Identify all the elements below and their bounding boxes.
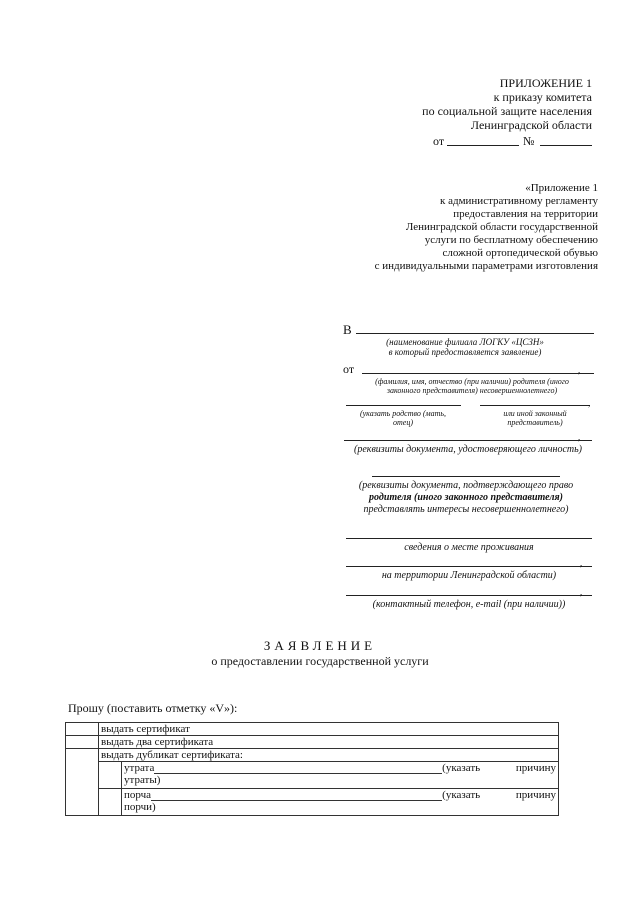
authority-hint-line: (реквизиты документа, подтверждающего право: [358, 480, 574, 491]
branch-hint-line: в который предоставляется заявление): [388, 347, 542, 357]
options-table: [65, 722, 559, 816]
authority-doc-hint: [346, 480, 586, 516]
representative-field[interactable]: [480, 405, 590, 406]
table-row: [66, 762, 559, 789]
damage-tail: порчи): [124, 801, 156, 813]
relation-hint-line: отец): [393, 418, 413, 427]
representative-hint-line: представитель): [507, 418, 563, 427]
regulation-line: сложной ортопедической обувью: [442, 247, 598, 259]
table-row: [66, 789, 559, 816]
contact-field[interactable]: [346, 595, 592, 596]
identity-doc-hint: (реквизиты документа, удостоверяющего личность): [354, 444, 582, 455]
table-row: [66, 723, 559, 736]
branch-hint: [345, 337, 585, 357]
comma: ,: [580, 558, 583, 568]
loss-reason-field[interactable]: [154, 763, 442, 774]
regulation-title: «Приложение 1: [525, 182, 598, 194]
authority-hint-line: родителя (иного законного представителя): [369, 492, 563, 503]
identity-doc-field[interactable]: [344, 440, 592, 441]
authority-hint-line: представлять интересы несовершеннолетнего): [363, 504, 569, 515]
relation-hint-line: (указать родство (мать,: [359, 409, 447, 418]
table-row: [66, 749, 559, 762]
regulation-line: предоставления на территории: [453, 208, 598, 220]
from-label: от: [343, 362, 355, 376]
contact-hint: (контактный телефон, e-mail (при наличии)): [372, 599, 566, 610]
residence-field-2[interactable]: [346, 566, 592, 567]
option-issue-two: выдать два сертификата: [99, 736, 559, 749]
checkbox-issue-two[interactable]: [66, 736, 99, 749]
relation-hint: [348, 409, 458, 427]
order-date-field[interactable]: [447, 145, 519, 146]
damage-reason-field[interactable]: [151, 790, 442, 801]
loss-reason-hint: (указать причину: [442, 762, 556, 774]
residence-hint: сведения о месте проживания: [404, 542, 534, 553]
comma: ,: [580, 587, 583, 597]
damage-reason-hint: (указать причину: [442, 789, 556, 801]
order-date-label: от: [433, 134, 445, 148]
residence-field[interactable]: [346, 538, 592, 539]
checkbox-loss[interactable]: [99, 762, 122, 789]
appendix-title: ПРИЛОЖЕНИЕ 1: [499, 76, 592, 90]
damage-line: [124, 789, 556, 801]
applicant-name-field[interactable]: [362, 373, 594, 374]
checkbox-duplicate[interactable]: [66, 749, 99, 816]
document-subtitle: о предоставлении государственной услуги: [211, 654, 429, 668]
applicant-hint-line: законного представителя) несовершеннолетнего): [386, 386, 558, 395]
representative-hint-line: или иной законный: [503, 409, 567, 418]
damage-label: порча: [124, 789, 152, 801]
comma: ,: [588, 398, 591, 408]
comma: ,: [578, 365, 581, 375]
territory-hint: на территории Ленинградской области): [381, 570, 557, 581]
loss-line: [124, 762, 556, 774]
regulation-line: услуги по бесплатному обеспечению: [424, 234, 598, 246]
option-duplicate: выдать дубликат сертификата:: [99, 749, 559, 762]
option-loss: [122, 762, 559, 789]
option-damage: [122, 789, 559, 816]
loss-tail: утраты): [124, 774, 161, 786]
regulation-line: к административному регламенту: [440, 195, 598, 207]
comma: ,: [578, 432, 581, 442]
appendix-line: к приказу комитета: [493, 90, 592, 104]
representative-hint: [480, 409, 590, 427]
to-label: В: [343, 322, 352, 337]
branch-field[interactable]: [356, 333, 594, 334]
request-label: Прошу (поставить отметку «V»):: [68, 701, 238, 715]
appendix-line: Ленинградской области: [470, 118, 592, 132]
regulation-line: Ленинградской области государственной: [405, 221, 598, 233]
order-number-label: №: [523, 134, 535, 148]
checkbox-issue[interactable]: [66, 723, 99, 736]
regulation-line: с индивидуальными параметрами изготовления: [374, 260, 598, 272]
applicant-hint-line: (фамилия, имя, отчество (при наличии) родителя (иного: [375, 377, 569, 386]
loss-label: утрата: [124, 762, 155, 774]
appendix-line: по социальной защите населения: [422, 104, 592, 118]
applicant-hint: [352, 377, 592, 395]
order-number-field[interactable]: [540, 145, 592, 146]
appendix-header: [292, 76, 592, 132]
branch-hint-line: (наименование филиала ЛОГКУ «ЦСЗН»: [386, 337, 544, 347]
regulation-appendix: [278, 182, 598, 273]
option-issue: выдать сертификат: [99, 723, 559, 736]
document-title: ЗАЯВЛЕНИЕ: [263, 638, 377, 653]
checkbox-damage[interactable]: [99, 789, 122, 816]
table-row: [66, 736, 559, 749]
relation-field[interactable]: [346, 405, 461, 406]
authority-doc-field[interactable]: [372, 476, 560, 477]
